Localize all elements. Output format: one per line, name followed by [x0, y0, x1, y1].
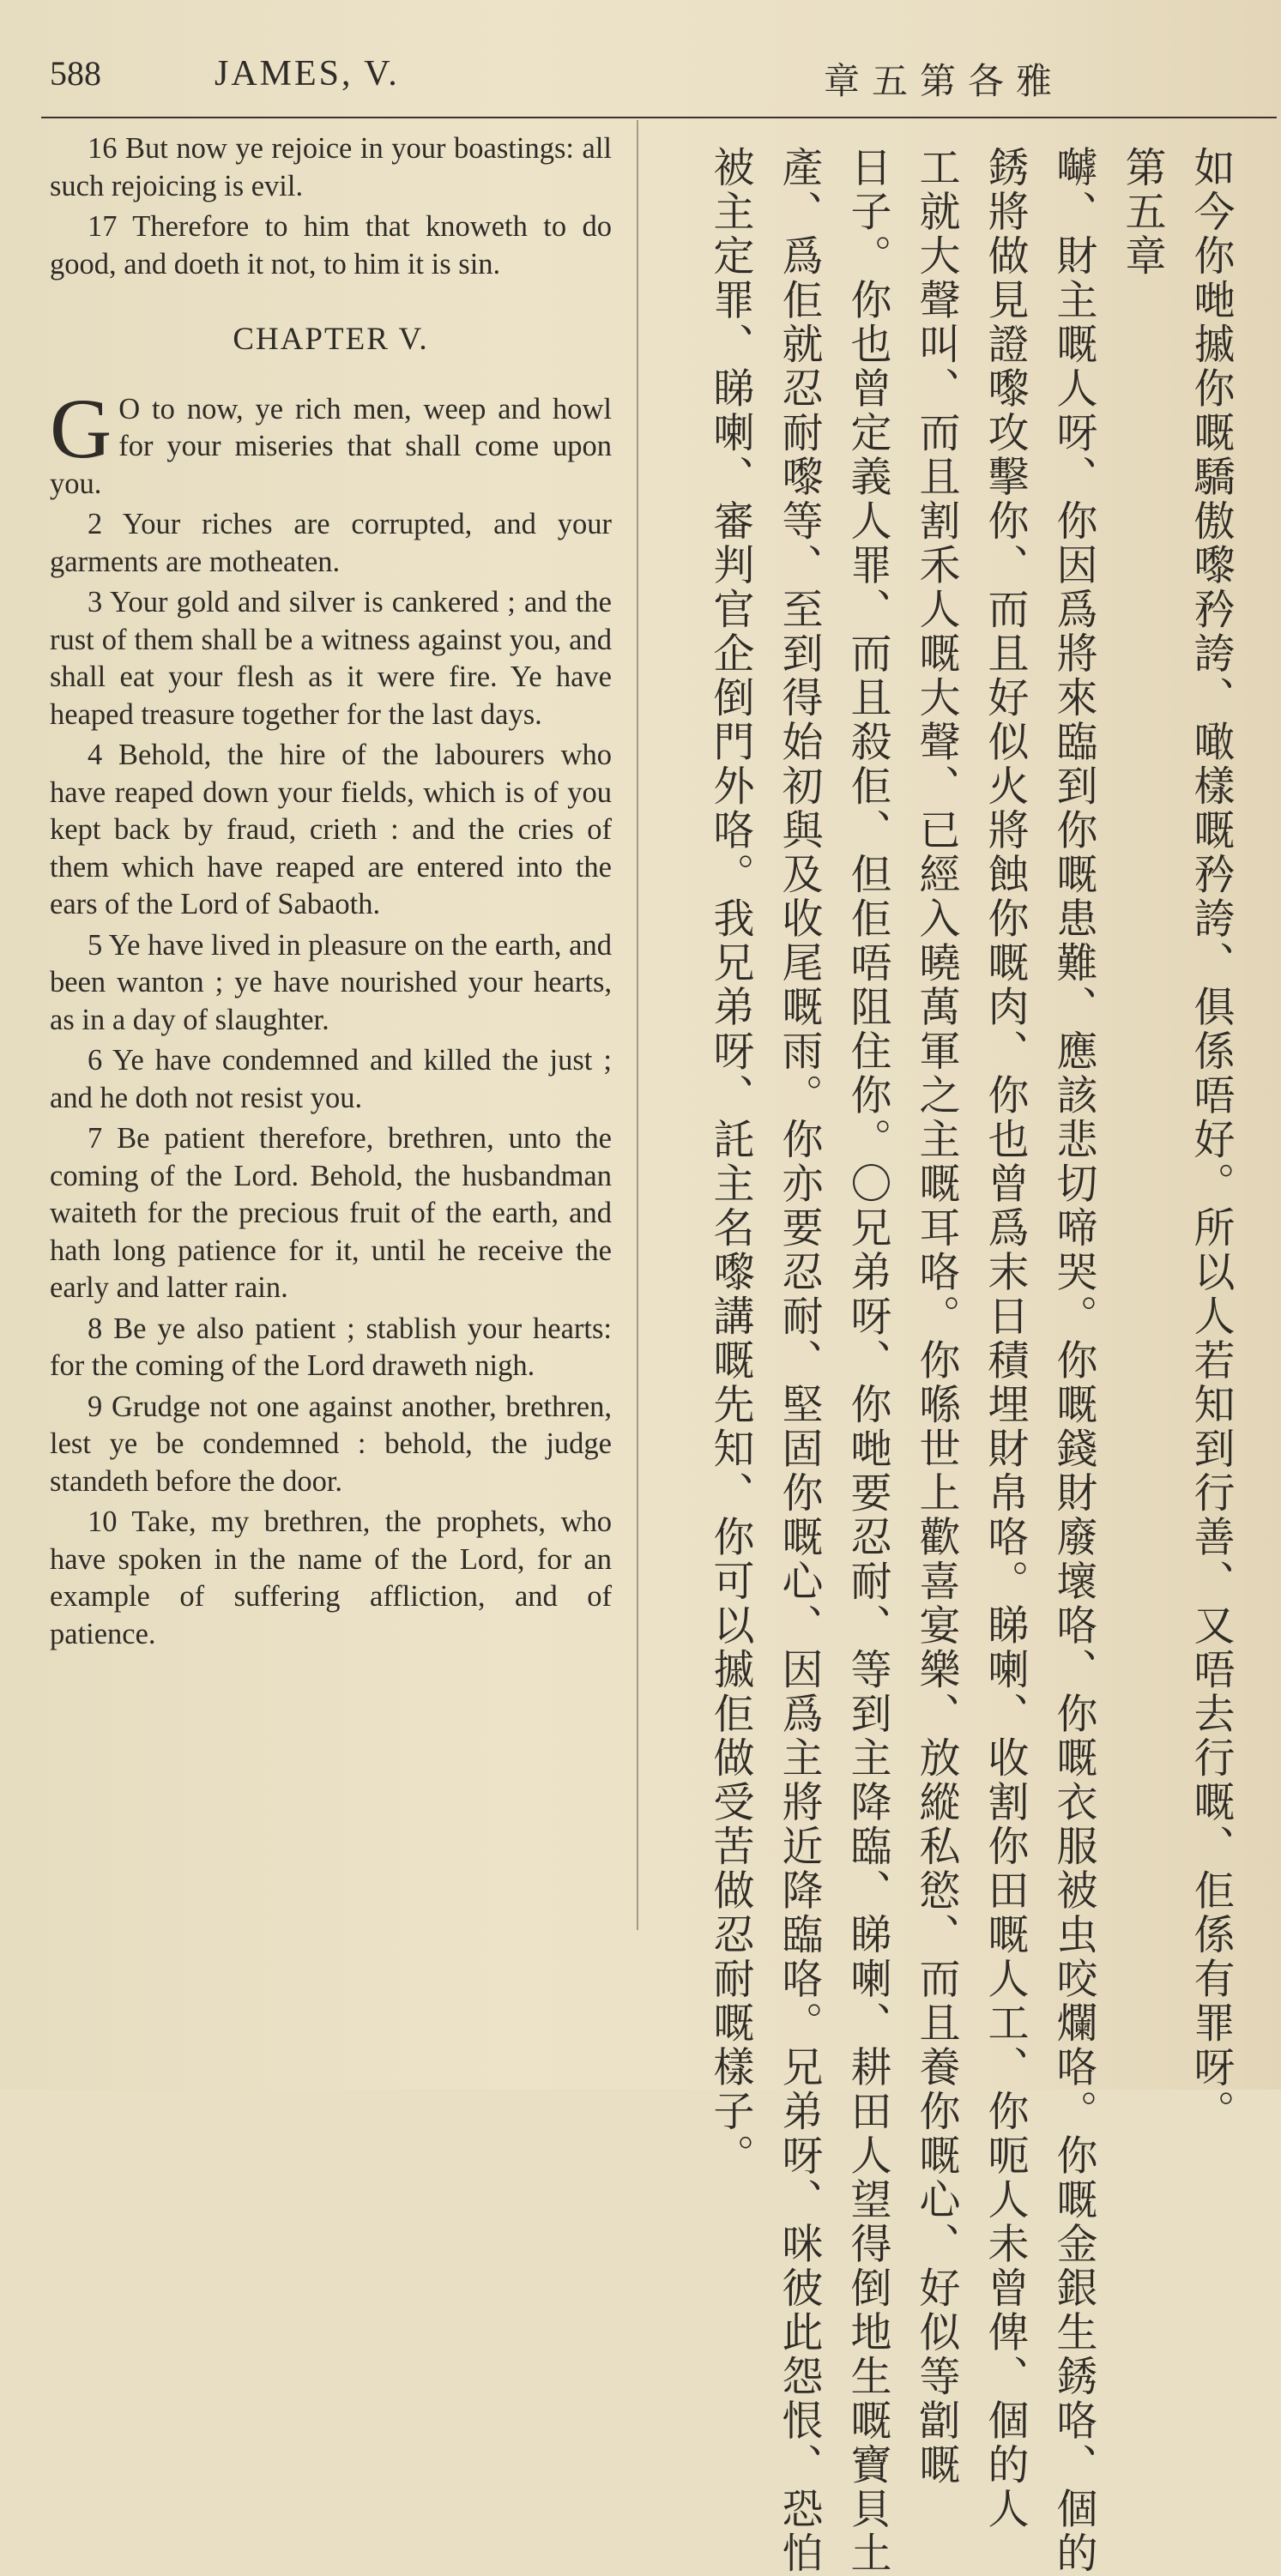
english-column [50, 130, 612, 1656]
cjk-line: 日子。你也曾定義人罪、而且殺佢、但佢唔阻住你。〇兄弟呀、你哋要忍耐、等到主降臨、睇喇、耕田人望得倒地生嘅寶貝土 [843, 146, 891, 2576]
cjk-line: 產、爲佢就忍耐嚟等、至到得始初與及收尾嘅雨。你亦要忍耐、堅固你嘅心、因爲主將近降臨咯。兄弟呀、咪彼此怨恨、恐怕 [775, 146, 823, 2576]
verse-3: 3 Your gold and silver is cankered ; and the rust of them shall be a witness against you, and shall eat your flesh as it were fire. Ye have heaped treasure together for the last days. [50, 586, 612, 731]
verse-1 [50, 380, 612, 504]
drop-cap: G [50, 380, 112, 476]
cjk-line: 銹將做見證嚟攻擊你、而且好似火將蝕你嘅肉、你也曾爲末日積埋財帛咯。睇喇、收割你田嘅人工、你呃人未曾俾、個的人 [981, 146, 1029, 2531]
verse-8: 8 Be ye also patient ; stablish your hearts: for the coming of the Lord draweth nigh. [50, 1312, 612, 1382]
verse-7: 7 Be patient therefore, brethren, unto the coming of the Lord. Behold, the husbandman waiteth for the precious fruit of the earth, and hath long patience for it, until he receive the early and latter rain. [50, 1122, 612, 1304]
cjk-line: 被主定罪、睇喇、審判官企倒門外咯。我兄弟呀、託主名嚟講嘅先知、你可以摵佢做受苦做忍耐嘅樣子。 [706, 146, 754, 2178]
verse-5: 5 Ye have lived in pleasure on the earth, and been wanton ; ye have nourished your hearts, as in a day of slaughter. [50, 928, 612, 1036]
verse-6: 6 Ye have condemned and killed the just ; and he doth not resist you. [50, 1044, 612, 1114]
chapter-heading: CHAPTER V. [233, 322, 429, 357]
verse-17: 17 Therefore to him that knoweth to do good, and doeth it not, to him it is sin. [50, 210, 612, 281]
cjk-line: 嚹、財主嘅人呀、你因爲將來臨到你嘅患難、應該悲切啼哭。你嘅錢財廢壞咯、你嘅衣服被虫咬爛咯。你嘅金銀生銹咯、個的 [1049, 146, 1097, 2576]
cjk-line: 如今你哋摵你嘅驕傲嚟矜誇、噉樣嘅矜誇、俱係唔好。所以人若知到行善、又唔去行嘅、佢係有罪呀。 [1187, 146, 1235, 2134]
verse-16: 16 But now ye rejoice in your boastings: all such rejoicing is evil. [50, 132, 612, 202]
chinese-column [627, 146, 1245, 2576]
verse-2: 2 Your riches are corrupted, and your garments are motheaten. [50, 508, 612, 578]
verse-10: 10 Take, my brethren, the prophets, who have spoken in the name of the Lord, for an example of suffering affliction, and of patience. [50, 1505, 612, 1650]
verse-9: 9 Grudge not one against another, brethren, lest ye be condemned : behold, the judge standeth before the door. [50, 1390, 612, 1498]
verse-4: 4 Behold, the hire of the labourers who have reaped down your fields, which is of you kept back by fraud, crieth : and the cries of them which have reaped are entered into the ears of the Lord of Sabaoth. [50, 739, 612, 920]
cjk-chapter-heading: 第五章 [1118, 146, 1166, 279]
verse-1-text: O to now, ye rich men, weep and howl for your miseries that shall come upon you. [50, 392, 612, 500]
running-title-chinese: 章五第各雅 [824, 60, 1065, 102]
cjk-line: 工就大聲叫、而且割禾人嘅大聲、已經入曉萬軍之主嘅耳咯。你喺世上歡喜宴樂、放縱私慾、而且養你嘅心、好似等劏嘅 [912, 146, 960, 2488]
header-rule [41, 117, 1277, 118]
running-title: JAMES, V. [215, 54, 400, 94]
page-number: 588 [50, 54, 101, 93]
